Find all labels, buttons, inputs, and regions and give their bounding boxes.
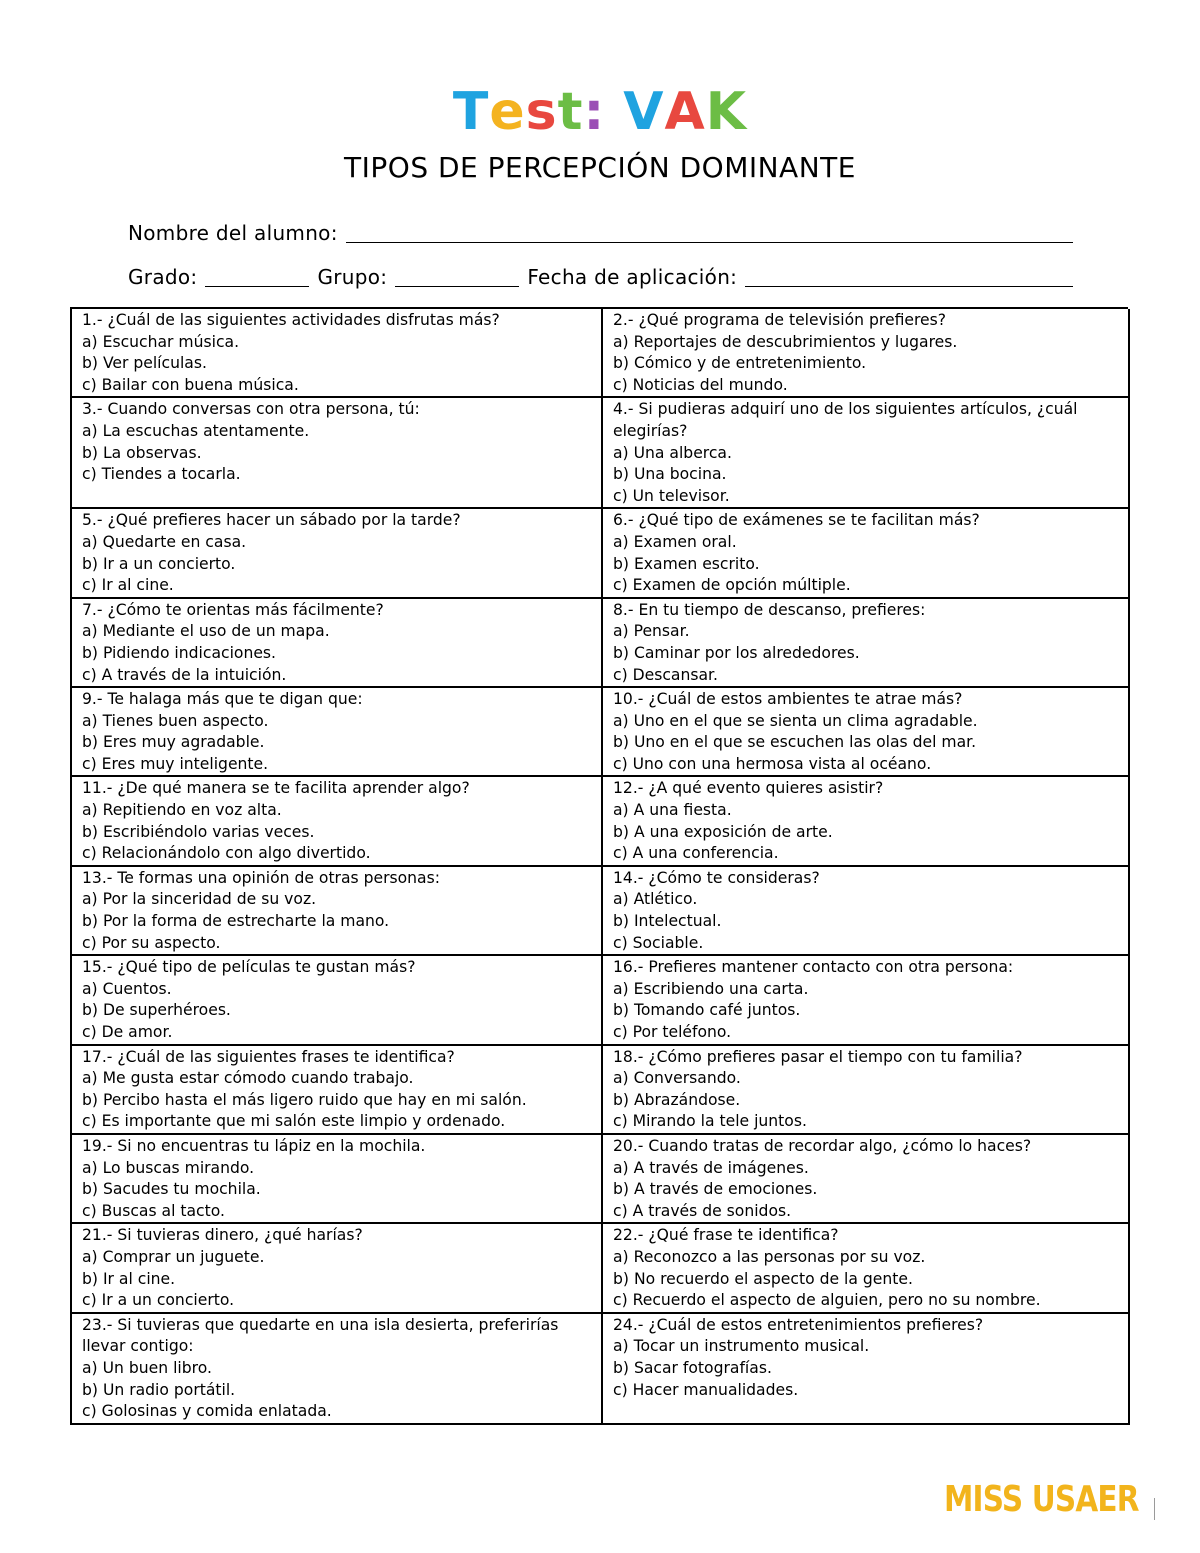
answer-option-a[interactable]: a) Atlético. [613,890,698,909]
question-text: 14.- ¿Cómo te consideras? [613,868,820,887]
answer-option-c[interactable]: c) Tiendes a tocarla. [82,465,241,484]
answer-option-b[interactable]: b) La observas. [82,443,202,462]
title-letter: K [705,82,748,142]
answer-option-a[interactable]: a) Una alberca. [613,443,732,462]
answer-option-a[interactable]: a) Mediante el uso de un mapa. [82,622,330,641]
question-cell [72,509,603,598]
answer-option-b[interactable]: b) Sacar fotografías. [613,1358,772,1377]
question-text: 4.- Si pudieras adquirí uno de los siguientes artículos, ¿cuál elegirías? [613,400,1078,440]
question-cell [72,1314,603,1425]
student-name-row [128,220,1073,246]
answer-option-c[interactable]: c) De amor. [82,1023,173,1041]
question-cell [72,1046,603,1135]
answer-option-b[interactable]: b) Escribiéndolo varias veces. [82,822,315,841]
answer-option-b[interactable]: b) Eres muy agradable. [82,733,265,752]
question-cell [72,1135,603,1224]
answer-option-c[interactable]: c) Bailar con buena música. [82,375,299,394]
page-subtitle: TIPOS DE PERCEPCIÓN DOMINANTE [344,151,856,184]
question-text: 6.- ¿Qué tipo de exámenes se te facilitan más? [613,511,980,530]
answer-option-b[interactable]: b) Tomando café juntos. [613,1001,801,1020]
answer-option-c[interactable]: c) Recuerdo el aspecto de alguien, pero no su nombre. [613,1291,1041,1310]
answer-option-b[interactable]: b) Uno en el que se escuchen las olas del mar. [613,733,977,752]
answer-option-c[interactable]: c) Golosinas y comida enlatada. [82,1402,332,1421]
question-text: 2.- ¿Qué programa de televisión prefieres? [613,311,947,329]
title-letter: s [525,82,558,142]
question-cell [603,599,1130,688]
answer-option-b[interactable]: b) Percibo hasta el más ligero ruido que hay en mi salón. [82,1090,527,1109]
answer-option-b[interactable]: b) A una exposición de arte. [613,822,833,841]
question-cell [72,688,603,777]
answer-option-b[interactable]: b) Abrazándose. [613,1090,741,1109]
answer-option-c[interactable]: c) Ir a un concierto. [82,1291,235,1310]
question-cell [603,1224,1130,1313]
answer-option-c[interactable]: c) Examen de opción múltiple. [613,576,851,595]
footer-divider [1154,1498,1155,1520]
answer-option-b[interactable]: b) Por la forma de estrecharte la mano. [82,912,390,931]
answer-option-a[interactable]: a) Repitiendo en voz alta. [82,801,282,820]
title-letter: A [664,82,706,142]
answer-option-a[interactable]: a) Reconozco a las personas por su voz. [613,1247,926,1266]
answer-option-a[interactable]: a) Me gusta estar cómodo cuando trabajo. [82,1069,414,1088]
date-field[interactable] [745,266,1073,287]
question-cell [603,1314,1130,1425]
answer-option-b[interactable]: b) Una bocina. [613,465,727,484]
answer-option-c[interactable]: c) Ir al cine. [82,576,174,595]
question-cell [72,867,603,956]
answer-option-c[interactable]: c) Uno con una hermosa vista al océano. [613,754,932,773]
question-cell [72,599,603,688]
title-letter: T [452,82,490,142]
questions-table [70,307,1128,1425]
question-text: 7.- ¿Cómo te orientas más fácilmente? [82,600,384,619]
answer-option-b[interactable]: b) A través de emociones. [613,1180,818,1199]
answer-option-c[interactable]: c) Un televisor. [613,486,730,505]
question-cell [603,777,1130,866]
question-text: 15.- ¿Qué tipo de películas te gustan más? [82,958,416,977]
question-cell [72,956,603,1045]
answer-option-c[interactable]: c) A través de la intuición. [82,665,287,684]
question-text: 18.- ¿Cómo prefieres pasar el tiempo con tu familia? [613,1047,1023,1066]
answer-option-a[interactable]: a) Tocar un instrumento musical. [613,1337,870,1356]
grade-label: Grado: [128,265,198,289]
question-cell [72,1224,603,1313]
question-text: 22.- ¿Qué frase te identifica? [613,1226,839,1245]
question-text: 3.- Cuando conversas con otra persona, tú: [82,400,420,419]
answer-option-a[interactable]: a) Comprar un juguete. [82,1247,265,1266]
question-text: 17.- ¿Cuál de las siguientes frases te identifica? [82,1047,455,1066]
answer-option-c[interactable]: c) Sociable. [613,933,704,952]
question-cell [603,956,1130,1045]
question-text: 23.- Si tuvieras que quedarte en una isla desierta, preferirías llevar contigo: [82,1315,559,1356]
group-field[interactable] [395,266,519,287]
group-label: Grupo: [317,265,388,289]
student-name-label: Nombre del alumno: [128,221,338,245]
answer-option-b[interactable]: b) Examen escrito. [613,554,760,573]
answer-option-a[interactable]: a) La escuchas atentamente. [82,421,310,440]
grade-group-date-row [128,264,1073,290]
question-text: 20.- Cuando tratas de recordar algo, ¿cómo lo haces? [613,1136,1032,1155]
answer-option-c[interactable]: c) Mirando la tele juntos. [613,1112,807,1131]
page-title [0,82,1200,142]
date-label: Fecha de aplicación: [527,265,738,289]
question-cell [72,309,603,398]
question-text: 24.- ¿Cuál de estos entretenimientos prefieres? [613,1315,984,1334]
answer-option-c[interactable]: c) Eres muy inteligente. [82,754,269,773]
question-cell [603,509,1130,598]
answer-option-b[interactable]: b) Ver películas. [82,354,207,373]
answer-option-c[interactable]: c) A través de sonidos. [613,1201,792,1220]
question-text: 19.- Si no encuentras tu lápiz en la mochila. [82,1136,426,1155]
answer-option-c[interactable]: c) Relacionándolo con algo divertido. [82,844,371,863]
title-letter: : [583,82,606,142]
answer-option-a[interactable]: a) Por la sinceridad de su voz. [82,890,317,909]
answer-option-c[interactable]: c) Por su aspecto. [82,933,221,952]
question-text: 16.- Prefieres mantener contacto con otra persona: [613,958,1014,977]
question-cell [72,777,603,866]
student-name-field[interactable] [346,222,1073,243]
answer-option-a[interactable]: a) Escribiendo una carta. [613,979,809,998]
question-cell [603,1135,1130,1224]
answer-option-a[interactable]: a) Quedarte en casa. [82,532,247,551]
answer-option-b[interactable]: b) No recuerdo el aspecto de la gente. [613,1269,913,1288]
answer-option-a[interactable]: a) Uno en el que se sienta un clima agradable. [613,711,978,730]
answer-option-a[interactable]: a) A través de imágenes. [613,1158,809,1177]
question-cell [603,1046,1130,1135]
answer-option-a[interactable]: a) Un buen libro. [82,1358,212,1377]
answer-option-b[interactable]: b) Ir a un concierto. [82,554,236,573]
answer-option-a[interactable]: a) Reportajes de descubrimientos y lugares. [613,332,958,351]
answer-option-a[interactable]: a) Cuentos. [82,979,172,998]
answer-option-a[interactable]: a) Conversando. [613,1069,741,1088]
question-text: 8.- En tu tiempo de descanso, prefieres: [613,600,926,619]
title-letter: e [489,82,526,142]
question-cell [603,309,1130,398]
answer-option-a[interactable]: a) Tienes buen aspecto. [82,711,269,730]
question-cell [603,867,1130,956]
answer-option-b[interactable]: b) Pidiendo indicaciones. [82,643,277,662]
question-text: 1.- ¿Cuál de las siguientes actividades disfrutas más? [82,311,500,329]
question-cell [603,398,1130,509]
title-letter: V [623,82,665,142]
answer-option-b[interactable]: b) Caminar por los alrededores. [613,643,860,662]
answer-option-b[interactable]: b) Cómico y de entretenimiento. [613,354,867,373]
answer-option-b[interactable]: b) Sacudes tu mochila. [82,1180,261,1199]
answer-option-b[interactable]: b) Un radio portátil. [82,1380,236,1399]
title-letter: t [557,82,584,142]
answer-option-b[interactable]: b) Ir al cine. [82,1269,176,1288]
answer-option-c[interactable]: c) Es importante que mi salón este limpio y ordenado. [82,1112,506,1131]
answer-option-a[interactable]: a) A una fiesta. [613,801,732,820]
grade-field[interactable] [205,266,309,287]
answer-option-c[interactable]: c) A una conferencia. [613,844,779,863]
answer-option-c[interactable]: c) Noticias del mundo. [613,375,788,394]
answer-option-b[interactable]: b) Intelectual. [613,912,722,931]
answer-option-a[interactable]: a) Lo buscas mirando. [82,1158,255,1177]
question-text: 10.- ¿Cuál de estos ambientes te atrae más? [613,690,963,709]
question-text: 5.- ¿Qué prefieres hacer un sábado por la tarde? [82,511,461,530]
question-text: 9.- Te halaga más que te digan que: [82,690,363,709]
answer-option-c[interactable]: c) Hacer manualidades. [613,1380,799,1399]
answer-option-c[interactable]: c) Buscas al tacto. [82,1201,225,1220]
answer-option-c[interactable]: c) Por teléfono. [613,1023,732,1041]
question-text: 12.- ¿A qué evento quieres asistir? [613,779,884,798]
answer-option-b[interactable]: b) De superhéroes. [82,1001,231,1020]
answer-option-a[interactable]: a) Escuchar música. [82,332,240,351]
question-text: 21.- Si tuvieras dinero, ¿qué harías? [82,1226,363,1245]
answer-option-a[interactable]: a) Examen oral. [613,532,737,551]
answer-option-a[interactable]: a) Pensar. [613,622,690,641]
question-text: 13.- Te formas una opinión de otras personas: [82,868,440,887]
brand-logo: MISS USAER [944,1479,1139,1520]
question-cell [603,688,1130,777]
question-text: 11.- ¿De qué manera se te facilita aprender algo? [82,779,470,798]
question-cell [72,398,603,509]
answer-option-c[interactable]: c) Descansar. [613,665,718,684]
